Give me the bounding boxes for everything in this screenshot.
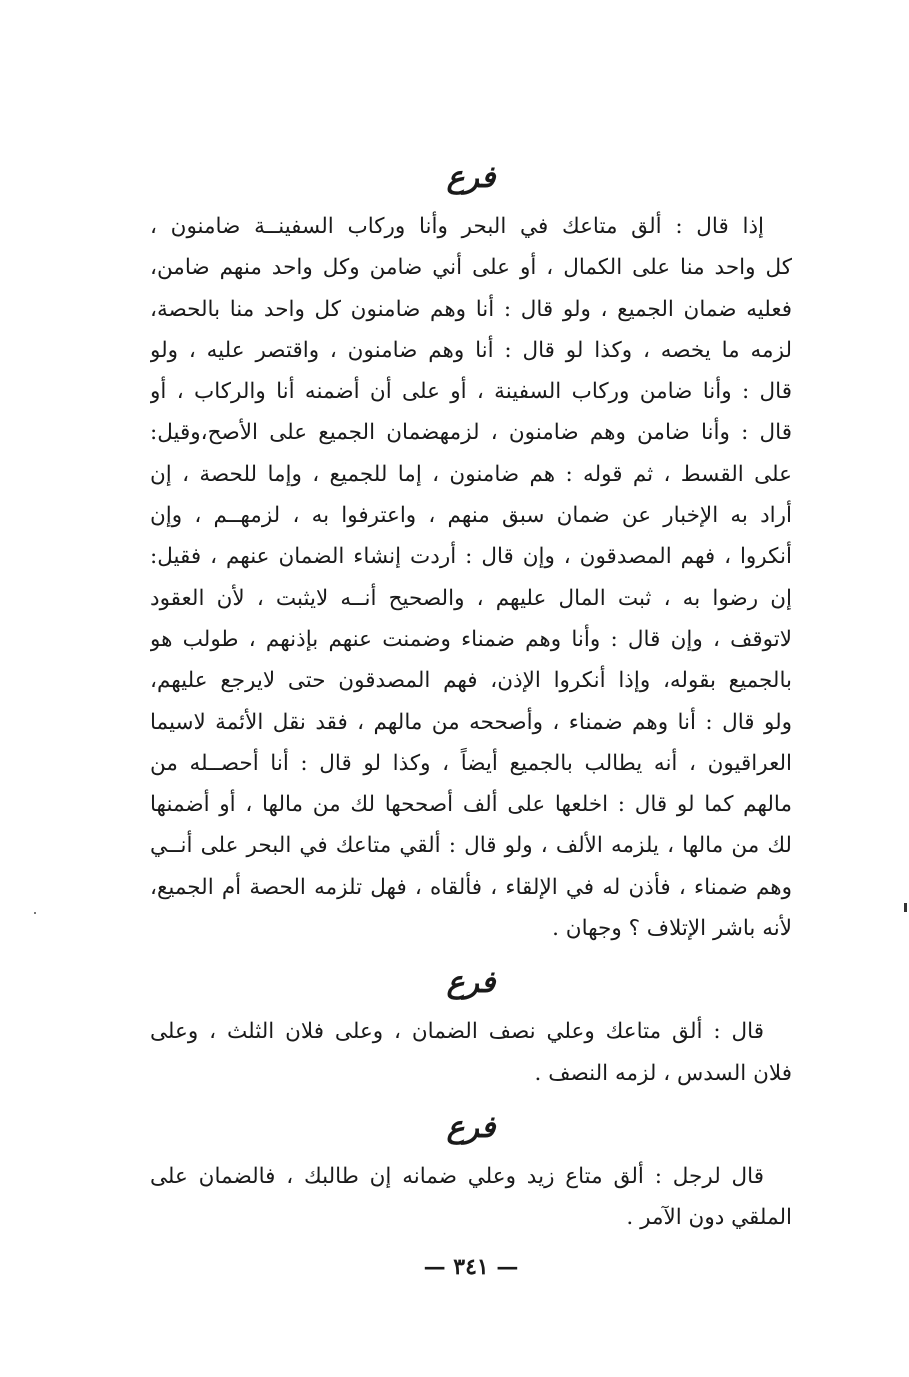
text-line: قال لرجل : ألق متاع زيد وعلي ضمانه إن طالبك ، فالضمان على (150, 1163, 764, 1189)
text-line: كل واحد منا على الكمال ، أو على أني ضامن وكل واحد منهم ضامن، (150, 255, 792, 281)
text-line: فعليه ضمان الجميع ، ولو قال : أنا وهم ضامنون كل واحد منا بالحصة، (150, 296, 792, 322)
text-line: العراقيون ، أنه يطالب بالجميع أيضاً ، وكذا لو قال : أنا أحصــله من (150, 750, 792, 776)
text-line: الملقي دون الآمر . (626, 1205, 792, 1231)
section-heading: فرع (446, 1109, 496, 1145)
text-line: لك من مالها ، يلزمه الألف ، ولو قال : ألقي متاعك في البحر على أنــي (150, 833, 792, 859)
text-line: إذا قال : ألق متاعك في البحر وأنا وركاب السفينــة ضامنون ، (150, 214, 764, 239)
text-line: قال : وأنا ضامن وهم ضامنون ، لزمهضمان الجميع على الأصح،وقيل: (150, 420, 792, 446)
text-line: قال : وأنا ضامن وركاب السفينة ، أو على أن أضمنه أنا والركاب ، أو (150, 379, 792, 405)
section-heading: فرع (446, 160, 496, 195)
paragraph (150, 206, 792, 949)
text-line: أراد به الإخبار عن ضمان سبق منهم ، واعترفوا به ، لزمهــم ، وإن (150, 503, 792, 529)
text-line: ولو قال : أنا وهم ضمناء ، وأصححه من مالهم ، فقد نقل الأئمة لاسيما (150, 709, 792, 735)
page-content (150, 150, 792, 1287)
section-heading: فرع (446, 965, 496, 1001)
page-number: — ٣٤١ — (423, 1253, 519, 1280)
text-line: لاتوقف ، وإن قال : وأنا وهم ضمناء وضمنت عنهم بإذنهم ، طولب هو (150, 626, 792, 652)
text-line: أنكروا ، فهم المصدقون ، وإن قال : أردت إنشاء الضمان عنهم ، فقيل: (150, 544, 792, 570)
paragraph (150, 1011, 792, 1094)
text-line: على القسط ، ثم قوله : هم ضامنون ، إما للجميع ، وإما للحصة ، إن (150, 461, 792, 487)
scan-dot (34, 912, 36, 914)
text-line: مالهم كما لو قال : اخلعها على ألف أصححها لك من مالها ، أو أضمنها (150, 792, 792, 818)
text-line: قال : ألق متاعك وعلي نصف الضمان ، وعلى فلان الثلث ، وعلى (150, 1019, 764, 1045)
scan-mark (904, 903, 907, 912)
text-line: وهم ضمناء ، فأذن له في الإلقاء ، فألقاه ، فهل تلزمه الحصة أم الجميع، (150, 874, 792, 900)
text-line: لزمه ما يخصه ، وكذا لو قال : أنا وهم ضامنون ، واقتصر عليه ، ولو (150, 337, 792, 363)
paragraph (150, 1156, 792, 1239)
text-line: لأنه باشر الإتلاف ؟ وجهان . (552, 916, 792, 942)
text-line: فلان السدس ، لزمه النصف . (534, 1060, 792, 1086)
text-line: بالجميع بقوله، وإذا أنكروا الإذن، فهم المصدقون حتى لايرجع عليهم، (150, 668, 792, 694)
text-line: إن رضوا به ، ثبت المال عليهم ، والصحيح أنــه لايثبت ، لأن العقود (150, 585, 792, 611)
